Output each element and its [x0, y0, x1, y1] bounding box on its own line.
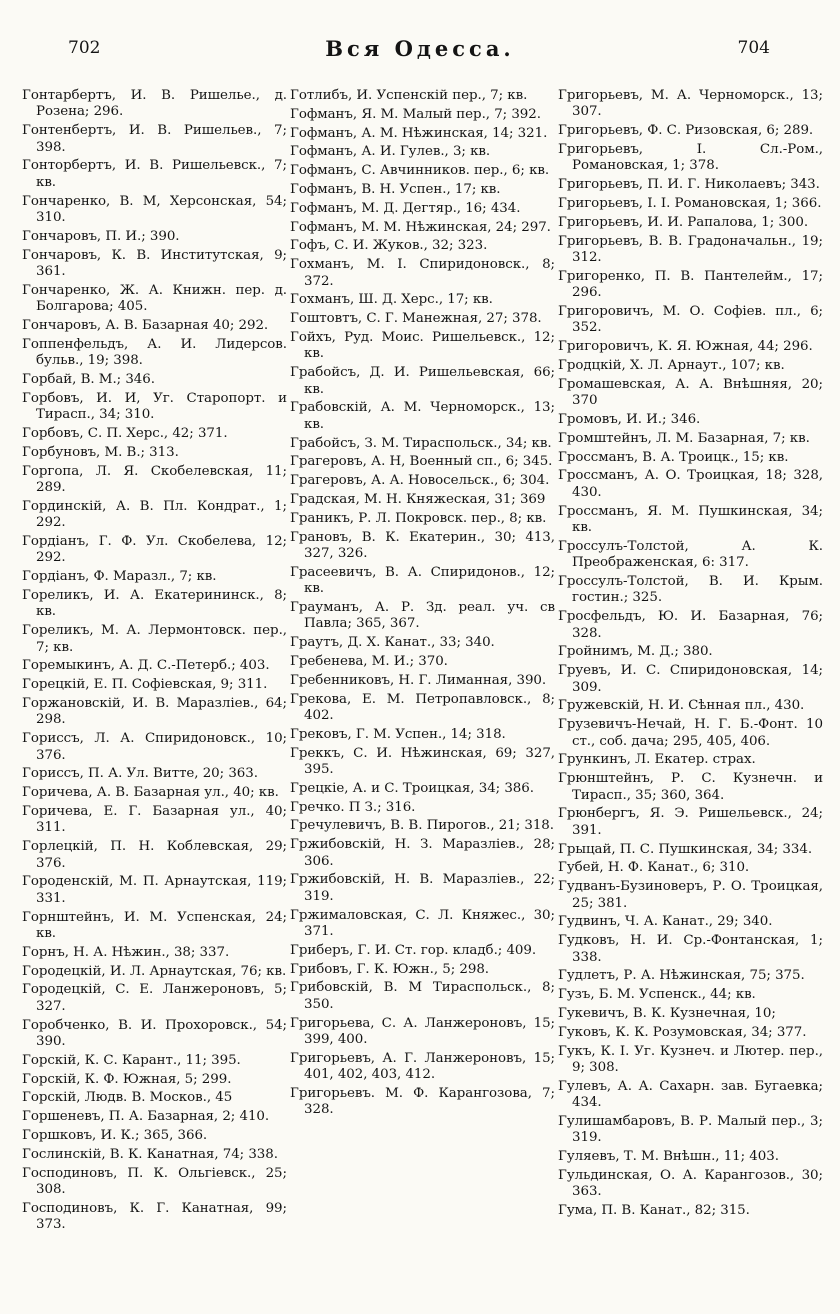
directory-entry: Грасеевичъ, В. А. Спиридонов., 12; кв. [290, 564, 555, 597]
directory-entry: Гружевскій, Н. И. Сѣнная пл., 430. [558, 698, 805, 714]
directory-entry: Григорьевъ, І. І. Романовская, 1; 366. [558, 196, 822, 211]
directory-entry: Гордіанъ, Г. Ф. Ул. Скобелева, 12; 292. [22, 534, 287, 566]
directory-entry: Гойхъ, Руд. Моис. Ришельевск., 12; кв. [290, 329, 555, 362]
directory-entry: Гудлетъ, Р. А. Нѣжинская, 75; 375. [558, 968, 805, 984]
directory-entry: Гуляевъ, Т. М. Внѣшн., 11; 403. [558, 1149, 779, 1165]
directory-entry: Грибовъ, Г. К. Южн., 5; 298. [290, 961, 490, 977]
directory-entry: Греккъ, С. И. Нѣжинская, 69; 327, 395. [290, 745, 555, 777]
directory-entry: Грагеровъ, А. Н, Военный сп., 6; 345. [290, 454, 553, 470]
column-middle [290, 88, 555, 1236]
directory-entry: Горичева, А. В. Базарная ул., 40; кв. [22, 785, 279, 801]
directory-entry: Гончаровъ, А. В. Базарная 40; 292. [22, 318, 269, 334]
directory-entry: Гриберъ, Г. И. Ст. гор. кладб.; 409. [290, 942, 537, 958]
directory-entry: Грюнбергъ, Я. Э. Ришельевск., 24; 391. [558, 806, 823, 838]
directory-entry: Гречко. П З.; 316. [290, 799, 416, 815]
directory-entry: Гудванъ-Бузиноверъ, Р. О. Троицкая, 25; 381. [558, 879, 823, 911]
directory-entry: Громашевская, А. А. Внѣшняя, 20; 370 [558, 376, 823, 409]
directory-entry: Гофманъ, Я. М. Малый пер., 7; 392. [290, 106, 541, 122]
directory-entry: Гросфельдъ, Ю. И. Базарная, 76; 328. [558, 609, 823, 641]
directory-entry: Гослинскій, В. К. Канатная, 74; 338. [22, 1146, 278, 1162]
directory-entry: Гореликъ, И. А. Екатерининск., 8; кв. [22, 588, 287, 620]
directory-entry: Гордіанъ, Ф. Маразл., 7; кв. [22, 569, 217, 585]
directory-entry: Гофманъ, С. Авчинников. пер., 6; кв. [290, 163, 550, 179]
page-number-right: 704 [737, 38, 770, 58]
directory-entry: Гума, П. В. Канат., 82; 315. [558, 1203, 750, 1219]
directory-entry: Григоровичъ, К. Я. Южная, 44; 296. [558, 339, 813, 355]
page-number-left: 702 [68, 38, 101, 58]
directory-entry: Грюнштейнъ, Р. С. Кузнечн. и Тирасп., 35; 360, 364. [558, 771, 823, 803]
directory-entry: Готлибъ, И. Успенскій пер., 7; кв. [290, 88, 528, 103]
directory-entry: Гульдинская, О. А. Карангозов., 30; 363. [558, 1168, 823, 1200]
directory-entry: Горскій, Людв. В. Москов., 45 [22, 1090, 233, 1106]
directory-entry: Граникъ, Р. Л. Покровск. пер., 8; кв. [290, 510, 547, 526]
directory-entry: Горобченко, В. И. Прохоровск., 54; 390. [22, 1017, 287, 1050]
column-left [22, 88, 287, 1236]
directory-entry: Григоровичъ, М. О. Софіев. пл., 6; 352. [558, 304, 823, 336]
directory-entry: Горскій, К. Ф. Южная, 5; 299. [22, 1071, 232, 1087]
directory-entry: Гофманъ, А. И. Гулев., 3; кв. [290, 144, 491, 160]
directory-entry: Горгопа, Л. Я. Скобелевская, 11; 289. [22, 463, 287, 496]
directory-entry: Григорьева, С. А. Ланжероновъ, 15; 399, 400. [290, 1015, 555, 1047]
directory-entry: Гроссулъ-Толстой, В. И. Крым. гостин.; 325. [558, 574, 823, 606]
directory-entry: Гонторбертъ, И. В. Ришельевск., 7; кв. [22, 158, 287, 190]
directory-entry: Горшковъ, И. К.; 365, 366. [22, 1128, 208, 1144]
directory-entry: Гончаренко, Ж. А. Книжн. пер. д. Болгарова; 405. [22, 282, 287, 315]
directory-entry: Горжановскій, И. В. Маразліев., 64; 298. [22, 696, 287, 728]
directory-entry: Гоштовтъ, С. Г. Манежная, 27; 378. [290, 311, 542, 327]
directory-entry: Гофъ, С. И. Жуков., 32; 323. [290, 238, 488, 254]
directory-entry: Гроссманъ, Я. М. Пушкинская, 34; кв. [558, 503, 823, 535]
column-right [558, 88, 823, 1236]
directory-entry: Гречулевичъ, В. В. Пирогов., 21; 318. [290, 818, 554, 834]
directory-entry: Григорьевъ, Ф. С. Ризовская, 6; 289. [558, 123, 814, 139]
directory-entry: Грагеровъ, А. А. Новосельск., 6; 304. [290, 473, 550, 489]
directory-entry: Григорьевъ, М. А. Черноморск., 13; 307. [558, 88, 823, 120]
directory-entry: Грабовскій, А. М. Черноморск., 13; кв. [290, 400, 555, 432]
directory-entry: Гребенниковъ, Н. Г. Лиманная, 390. [290, 672, 547, 688]
directory-entry: Горбовъ, И. И, Уг. Старопорт. и Тирасп., 34; 310. [22, 390, 287, 423]
directory-entry: Горлецкій, П. Н. Коблевская, 29; 376. [22, 839, 287, 871]
directory-entry: Грековъ, Г. М. Успен., 14; 318. [290, 726, 506, 742]
directory-entry: Гроссулъ-Толстой, А. К. Преображенская, 6: 317. [558, 538, 823, 571]
directory-entry: Господиновъ, П. К. Ольгіевск., 25; 308. [22, 1165, 287, 1198]
directory-entry: Григорьевъ. М. Ф. Карангозова, 7; 328. [290, 1085, 555, 1118]
directory-entry: Горбай, В. М.; 346. [22, 372, 155, 388]
directory-entry: Горскій, К. С. Карант., 11; 395. [22, 1052, 241, 1068]
directory-entry: Градская, М. Н. Княжеская, 31; 369 [290, 491, 546, 507]
directory-entry: Григорьевъ, И. И. Рапалова, 1; 300. [558, 214, 809, 230]
directory-entry: Гулевъ, А. А. Сахарн. зав. Бугаевка; 434. [558, 1078, 823, 1111]
directory-entry: Горшеневъ, П. А. Базарная, 2; 410. [22, 1109, 270, 1125]
directory-entry: Городецкій, И. Л. Арнаутская, 76; кв. [22, 963, 287, 979]
directory-entry: Гродцкій, Х. Л. Арнаут., 107; кв. [558, 358, 785, 373]
directory-entry: Губей, Н. Ф. Канат., 6; 310. [558, 860, 750, 876]
directory-entry: Граутъ, Д. Х. Канат., 33; 340. [290, 635, 495, 651]
directory-entry: Гроссманъ, В. А. Троицк., 15; кв. [558, 449, 789, 465]
directory-entry: Гудвинъ, Ч. А. Канат., 29; 340. [558, 914, 773, 930]
directory-entry: Груевъ, И. С. Спиридоновская, 14; 309. [558, 663, 823, 695]
running-title: Вся Одесса. [325, 36, 515, 61]
directory-entry: Грекова, Е. М. Петропавловск., 8; 402. [290, 691, 555, 723]
directory-entry: Гудковъ, Н. И. Ср.-Фонтанская, 1; 338. [558, 933, 823, 965]
directory-entry: Горичева, Е. Г. Базарная ул., 40; 311. [22, 804, 287, 836]
directory-entry: Горбовъ, С. П. Херс., 42; 371. [22, 426, 228, 442]
entry-columns [22, 88, 824, 1236]
directory-entry: Горецкій, Е. П. Софіевская, 9; 311. [22, 677, 268, 693]
directory-entry: Гуковъ, К. К. Розумовская, 34; 377. [558, 1024, 807, 1040]
directory-entry: Гофманъ, М. Д. Дегтяр., 16; 434. [290, 200, 521, 216]
directory-entry: Горбуновъ, М. В.; 313. [22, 444, 179, 460]
directory-entry: Грауманъ, А. Р. Зд. реал. уч. св Павла; 365, 367. [290, 599, 555, 632]
directory-entry: Грановъ, В. К. Екатерин., 30; 413, 327, 326. [290, 529, 555, 561]
directory-entry: Гофманъ, А. М. Нѣжинская, 14; 321. [290, 125, 548, 141]
directory-entry: Горисcъ, Л. А. Спиридоновск., 10; 376. [22, 731, 287, 763]
directory-entry: Горемыкинъ, А. Д. С.-Петерб.; 403. [22, 658, 270, 674]
directory-entry: Гукъ, К. І. Уг. Кузнеч. и Лютер. пер., 9; 308. [558, 1043, 823, 1075]
directory-entry: Гофманъ, М. М. Нѣжинская, 24; 297. [290, 219, 551, 235]
directory-entry: Гординскій, А. В. Пл. Кондрат., 1; 292. [22, 498, 287, 531]
directory-entry: Гончаренко, В. М, Херсонская, 54; 310. [22, 193, 287, 226]
directory-entry: Гржибовскій, Н. В. Маразліев., 22; 319. [290, 872, 555, 904]
directory-entry: Гохманъ, М. І. Спиридоновск., 8; 372. [290, 257, 555, 289]
directory-entry: Григорьевъ, А. Г. Ланжероновъ, 15; 401, 402, 403, 412. [290, 1050, 555, 1083]
directory-entry: Гончаровъ, К. В. Институтская, 9; 361. [22, 247, 287, 280]
directory-entry: Гроссманъ, А. О. Троицкая, 18; 328, 430. [558, 468, 823, 500]
directory-entry: Гройнимъ, М. Д.; 380. [558, 644, 713, 660]
directory-entry: Грецкіе, А. и С. Троицкая, 34; 386. [290, 780, 534, 796]
directory-entry: Гржибовскій, Н. З. Маразліев., 28; 306. [290, 837, 555, 869]
directory-entry: Горисcъ, П. А. Ул. Витте, 20; 363. [22, 766, 258, 782]
directory-entry: Григорьевъ, В. В. Градоначальн., 19; 312. [558, 233, 823, 265]
directory-entry: Грыцай, П. С. Пушкинская, 34; 334. [558, 841, 813, 857]
directory-entry: Грузевичъ-Нечай, Н. Г. Б.-Фонт. 10 ст., соб. дача; 295, 405, 406. [558, 717, 823, 749]
directory-entry: Гохманъ, Ш. Д. Херс., 17; кв. [290, 292, 493, 308]
directory-entry: Громовъ, И. И.; 346. [558, 412, 701, 427]
directory-entry: Горнштейнъ, И. М. Успенская, 24; кв. [22, 909, 287, 942]
directory-entry: Городенскій, М. П. Арнаутская, 119; 331. [22, 874, 287, 906]
directory-entry: Грункинъ, Л. Екатер. страх. [558, 752, 756, 768]
directory-entry: Григоренко, П. В. Пантелейм., 17; 296. [558, 268, 823, 301]
directory-entry: Гофманъ, В. Н. Успен., 17; кв. [290, 181, 501, 197]
directory-entry: Грабойсъ, З. М. Тираспольск., 34; кв. [290, 435, 552, 451]
directory-entry: Гонтарбертъ, И. В. Ришелье., д. Розена; 296. [22, 88, 287, 120]
directory-entry: Громштейнъ, Л. М. Базарная, 7; кв. [558, 430, 810, 446]
directory-entry: Гончаровъ, П. И.; 390. [22, 228, 180, 244]
directory-entry: Гузъ, Б. М. Успенск., 44; кв. [558, 987, 756, 1003]
directory-entry: Григорьевъ, І. Сл.-Ром., Романовская, 1; 378. [558, 142, 823, 174]
directory-entry: Городецкій, С. Е. Ланжероновъ, 5; 327. [22, 982, 287, 1014]
directory-entry: Гржималовская, С. Л. Княжес., 30; 371. [290, 907, 555, 939]
page-header [22, 38, 818, 68]
directory-entry: Гонтенбертъ, И. В. Ришельев., 7; 398. [22, 123, 287, 155]
directory-entry: Грабойсъ, Д. И. Ришельевская, 66; кв. [290, 365, 555, 397]
directory-entry: Гоппенфельдъ, А. И. Лидерсов. бульв., 19; 398. [22, 336, 287, 369]
directory-entry: Грибовскій, В. М Тираспольск., 8; 350. [290, 980, 555, 1012]
directory-entry: Гукевичъ, В. К. Кузнечная, 10; [558, 1006, 776, 1021]
directory-entry: Григорьевъ, П. И. Г. Николаевъ; 343. [558, 177, 820, 193]
directory-entry: Гребенева, М. И.; 370. [290, 653, 448, 669]
directory-entry: Гулишамбаровъ, В. Р. Малый пер., 3; 319. [558, 1114, 823, 1146]
directory-entry: Господиновъ, К. Г. Канатная, 99; 373. [22, 1200, 287, 1233]
directory-entry: Горнъ, Н. А. Нѣжин., 38; 337. [22, 944, 230, 960]
directory-entry: Гореликъ, М. А. Лермонтовск. пер., 7; кв. [22, 623, 287, 655]
